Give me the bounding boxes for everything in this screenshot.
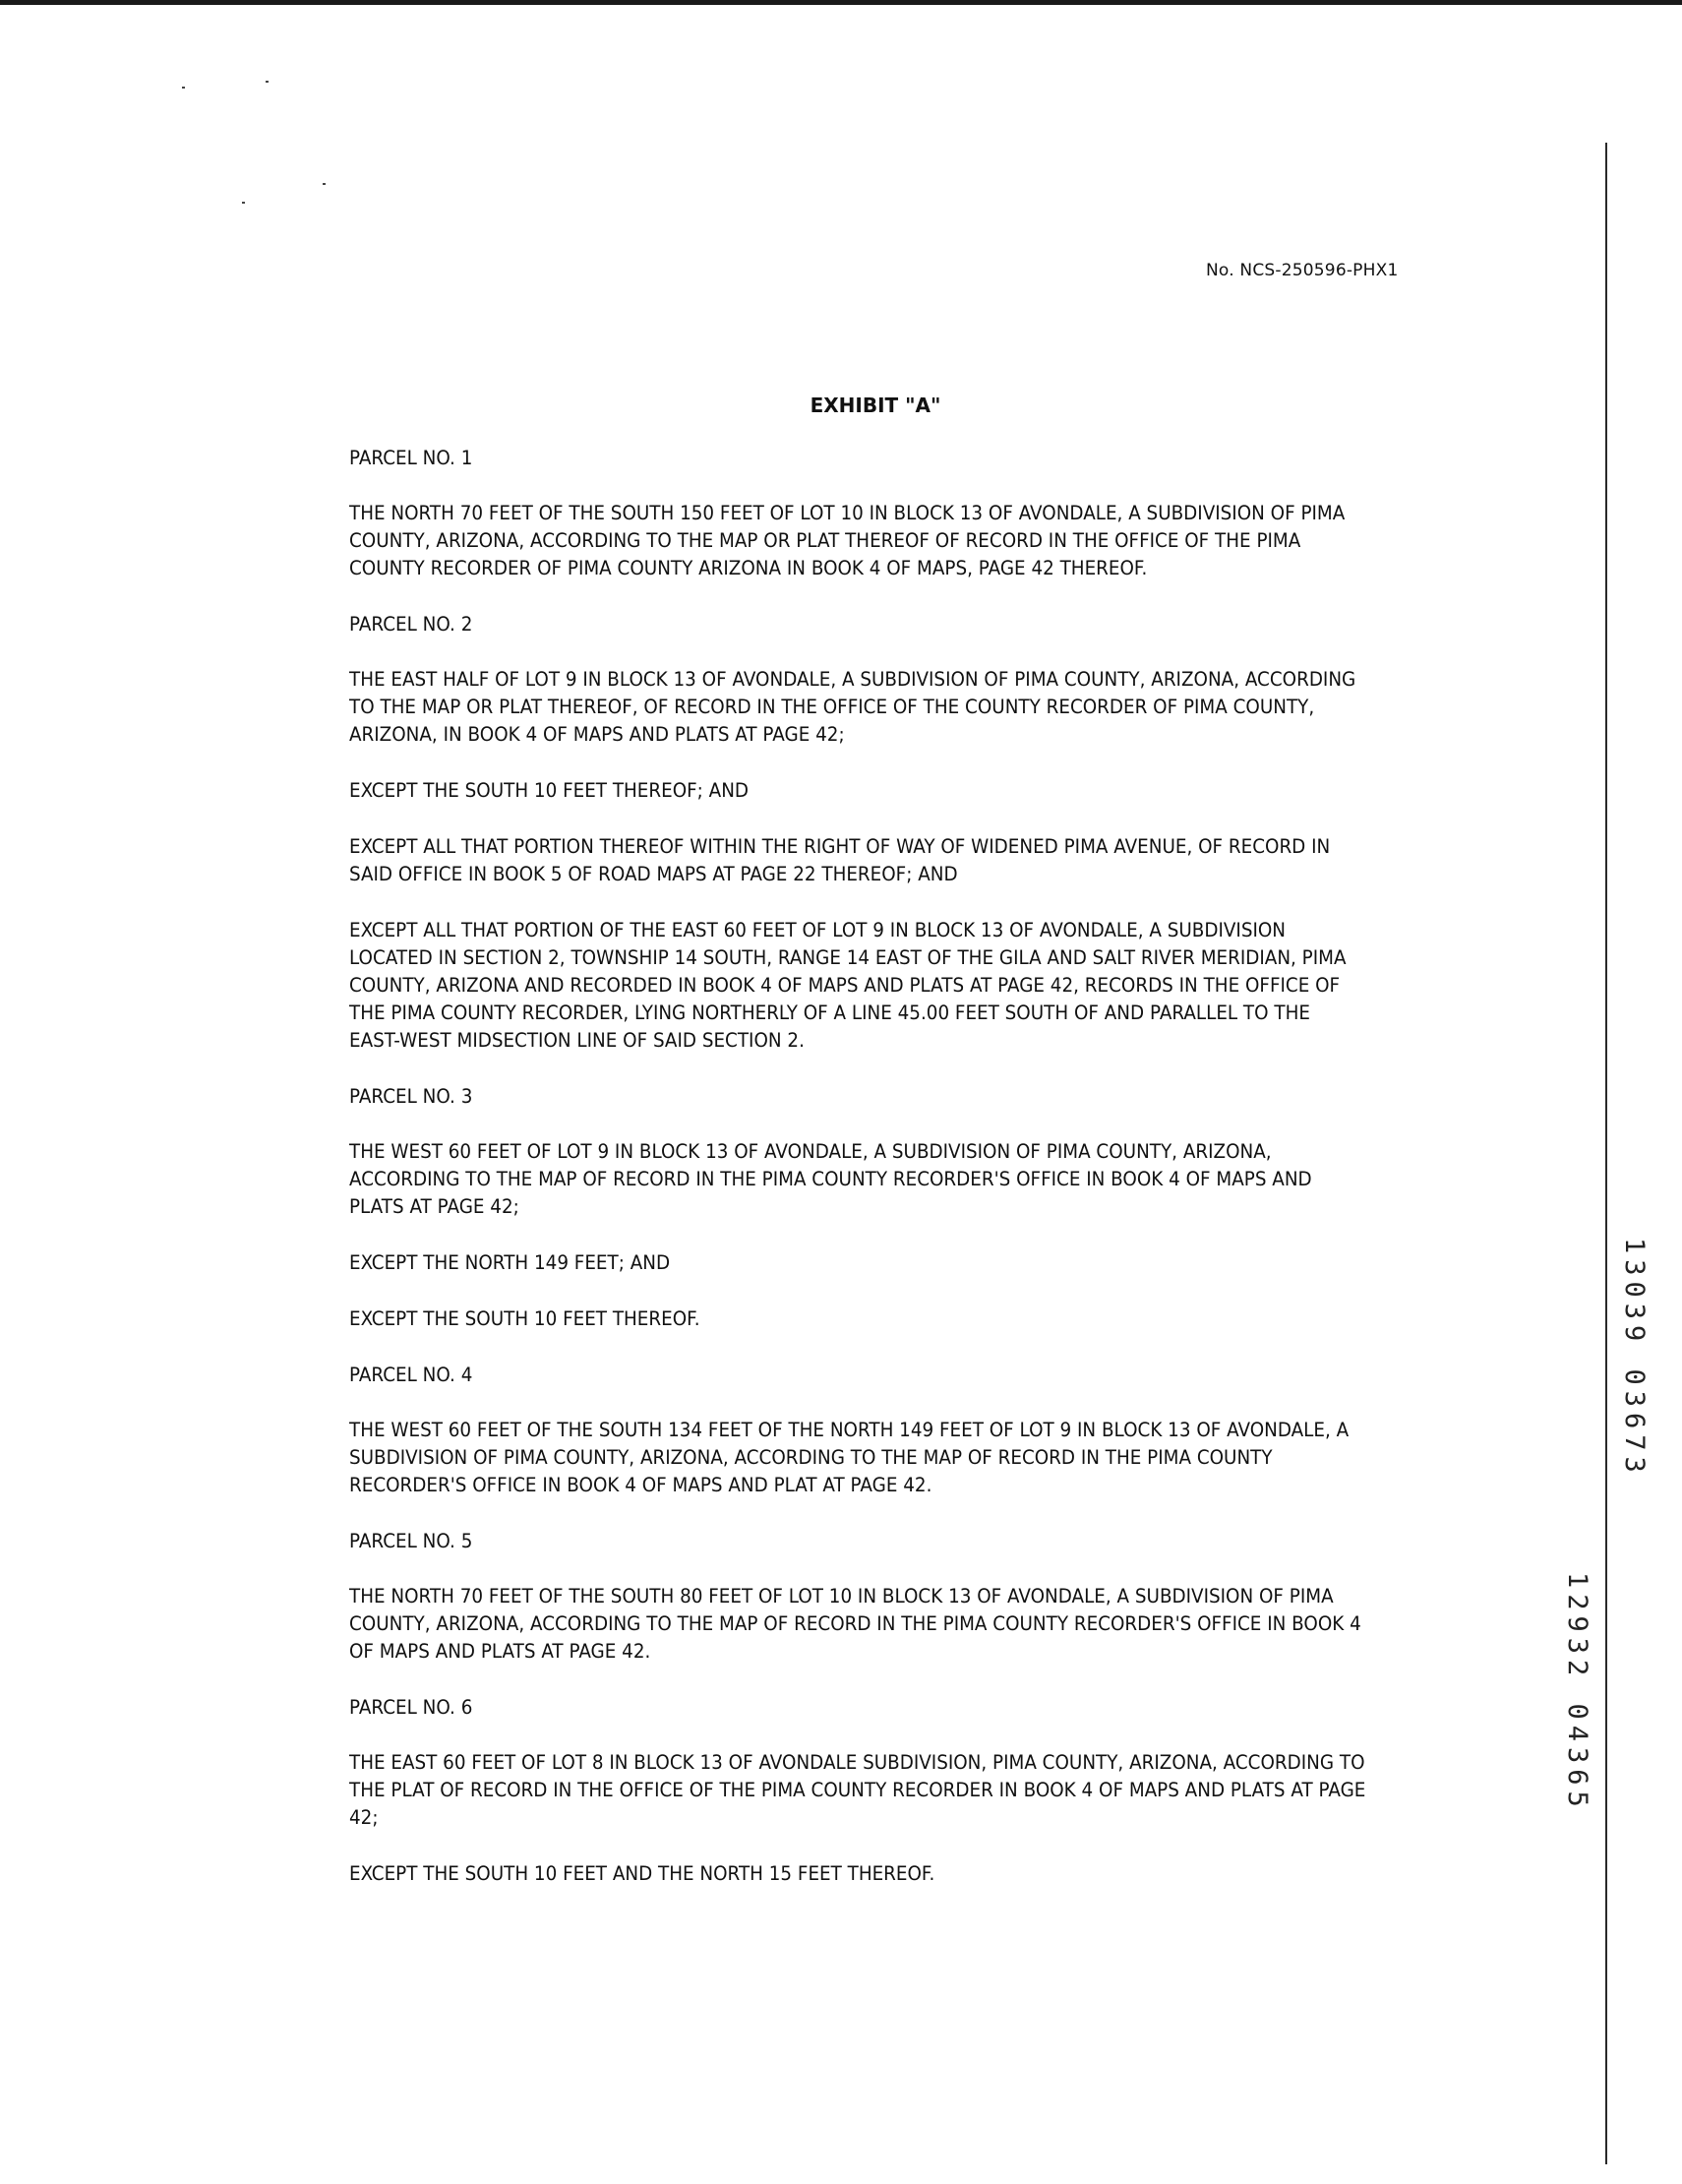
- recording-stamp: 12932 04365: [1562, 1572, 1592, 1813]
- parcel-paragraph: THE NORTH 70 FEET OF THE SOUTH 150 FEET OF LOT 10 IN BLOCK 13 OF AVONDALE, A SUBDIVISION OF PIMA COUNTY, ARIZONA, ACCORDING TO THE MAP OR PLAT THEREOF OF RECORD IN THE OFFICE OF THE PIMA COUNTY RECORDER OF PIMA COUNTY ARIZONA IN BOOK 4 OF MAPS, PAGE 42 THEREOF.: [349, 502, 1346, 579]
- scan-top-edge: [0, 0, 1682, 5]
- exception-paragraph: EXCEPT ALL THAT PORTION OF THE EAST 60 FEET OF LOT 9 IN BLOCK 13 OF AVONDALE, A SUBDIVISION LOCATED IN SECTION 2, TOWNSHIP 14 SOUTH, RANGE 14 EAST OF THE GILA AND SALT RIVER MERIDIAN, PIMA COUNTY, ARIZONA AND RECORDED IN BOOK 4 OF MAPS AND PLATS AT PAGE 42, RECORDS IN THE OFFICE OF THE PIMA COUNTY RECORDER, LYING NORTHERLY OF A LINE 45.00 FEET SOUTH OF AND PARALLEL TO THE EAST-WEST MIDSECTION LINE OF SAID SECTION 2.: [349, 919, 1347, 1052]
- recording-stamp: 13039 03673: [1619, 1238, 1650, 1479]
- exception-paragraph: EXCEPT THE SOUTH 10 FEET THEREOF.: [349, 1307, 700, 1330]
- parcel-section: [349, 611, 1366, 1055]
- parcel-heading: PARCEL NO. 6: [349, 1696, 473, 1719]
- parcel-section: [349, 1362, 1366, 1499]
- parcel-heading: PARCEL NO. 1: [349, 447, 473, 469]
- scan-speck: [182, 87, 185, 89]
- exception-paragraph: EXCEPT THE SOUTH 10 FEET THEREOF; AND: [349, 779, 750, 802]
- legal-description: [349, 445, 1366, 1916]
- scan-speck: [266, 81, 269, 83]
- parcel-paragraph: THE WEST 60 FEET OF THE SOUTH 134 FEET OF THE NORTH 149 FEET OF LOT 9 IN BLOCK 13 OF AVONDALE, A SUBDIVISION OF PIMA COUNTY, ARIZONA, ACCORDING TO THE MAP OF RECORD IN THE PIMA COUNTY RECORDER'S OFFICE IN BOOK 4 OF MAPS AND PLAT AT PAGE 42.: [349, 1419, 1350, 1496]
- parcel-heading: PARCEL NO. 2: [349, 613, 473, 636]
- exception-paragraph: EXCEPT THE NORTH 149 FEET; AND: [349, 1251, 671, 1274]
- parcel-heading: PARCEL NO. 4: [349, 1364, 473, 1386]
- parcel-section: [349, 1528, 1366, 1666]
- parcel-heading: PARCEL NO. 3: [349, 1085, 473, 1108]
- parcel-paragraph: THE NORTH 70 FEET OF THE SOUTH 80 FEET OF LOT 10 IN BLOCK 13 OF AVONDALE, A SUBDIVISION OF PIMA COUNTY, ARIZONA, ACCORDING TO THE MAP OF RECORD IN THE PIMA COUNTY RECORDER'S OFFICE IN BOOK 4 OF MAPS AND PLATS AT PAGE 42.: [349, 1585, 1361, 1663]
- margin-rule-line: [1605, 143, 1607, 2164]
- scan-speck: [323, 183, 326, 185]
- exception-paragraph: EXCEPT THE SOUTH 10 FEET AND THE NORTH 15 FEET THEREOF.: [349, 1862, 935, 1885]
- parcel-paragraph: THE EAST HALF OF LOT 9 IN BLOCK 13 OF AVONDALE, A SUBDIVISION OF PIMA COUNTY, ARIZONA, ACCORDING TO THE MAP OR PLAT THEREOF, OF RECORD IN THE OFFICE OF THE COUNTY RECORDER OF PIMA COUNTY, ARIZONA, IN BOOK 4 OF MAPS AND PLATS AT PAGE 42;: [349, 668, 1356, 746]
- document-number: No. NCS-250596-PHX1: [1206, 261, 1399, 280]
- parcel-heading: PARCEL NO. 5: [349, 1530, 473, 1552]
- exhibit-title: EXHIBIT "A": [810, 394, 941, 417]
- parcel-section: [349, 1694, 1366, 1888]
- parcel-section: [349, 1083, 1366, 1333]
- parcel-paragraph: THE WEST 60 FEET OF LOT 9 IN BLOCK 13 OF AVONDALE, A SUBDIVISION OF PIMA COUNTY, ARIZONA, ACCORDING TO THE MAP OF RECORD IN THE PIMA COUNTY RECORDER'S OFFICE IN BOOK 4 OF MAPS AND PLATS AT PAGE 42;: [349, 1140, 1312, 1218]
- exception-paragraph: EXCEPT ALL THAT PORTION THEREOF WITHIN THE RIGHT OF WAY OF WIDENED PIMA AVENUE, OF RECORD IN SAID OFFICE IN BOOK 5 OF ROAD MAPS AT PAGE 22 THEREOF; AND: [349, 835, 1331, 885]
- parcel-section: [349, 445, 1366, 582]
- parcel-paragraph: THE EAST 60 FEET OF LOT 8 IN BLOCK 13 OF AVONDALE SUBDIVISION, PIMA COUNTY, ARIZONA, ACCORDING TO THE PLAT OF RECORD IN THE OFFICE OF THE PIMA COUNTY RECORDER IN BOOK 4 OF MAPS AND PLATS AT PAGE 42;: [349, 1751, 1366, 1829]
- scan-speck: [242, 202, 245, 204]
